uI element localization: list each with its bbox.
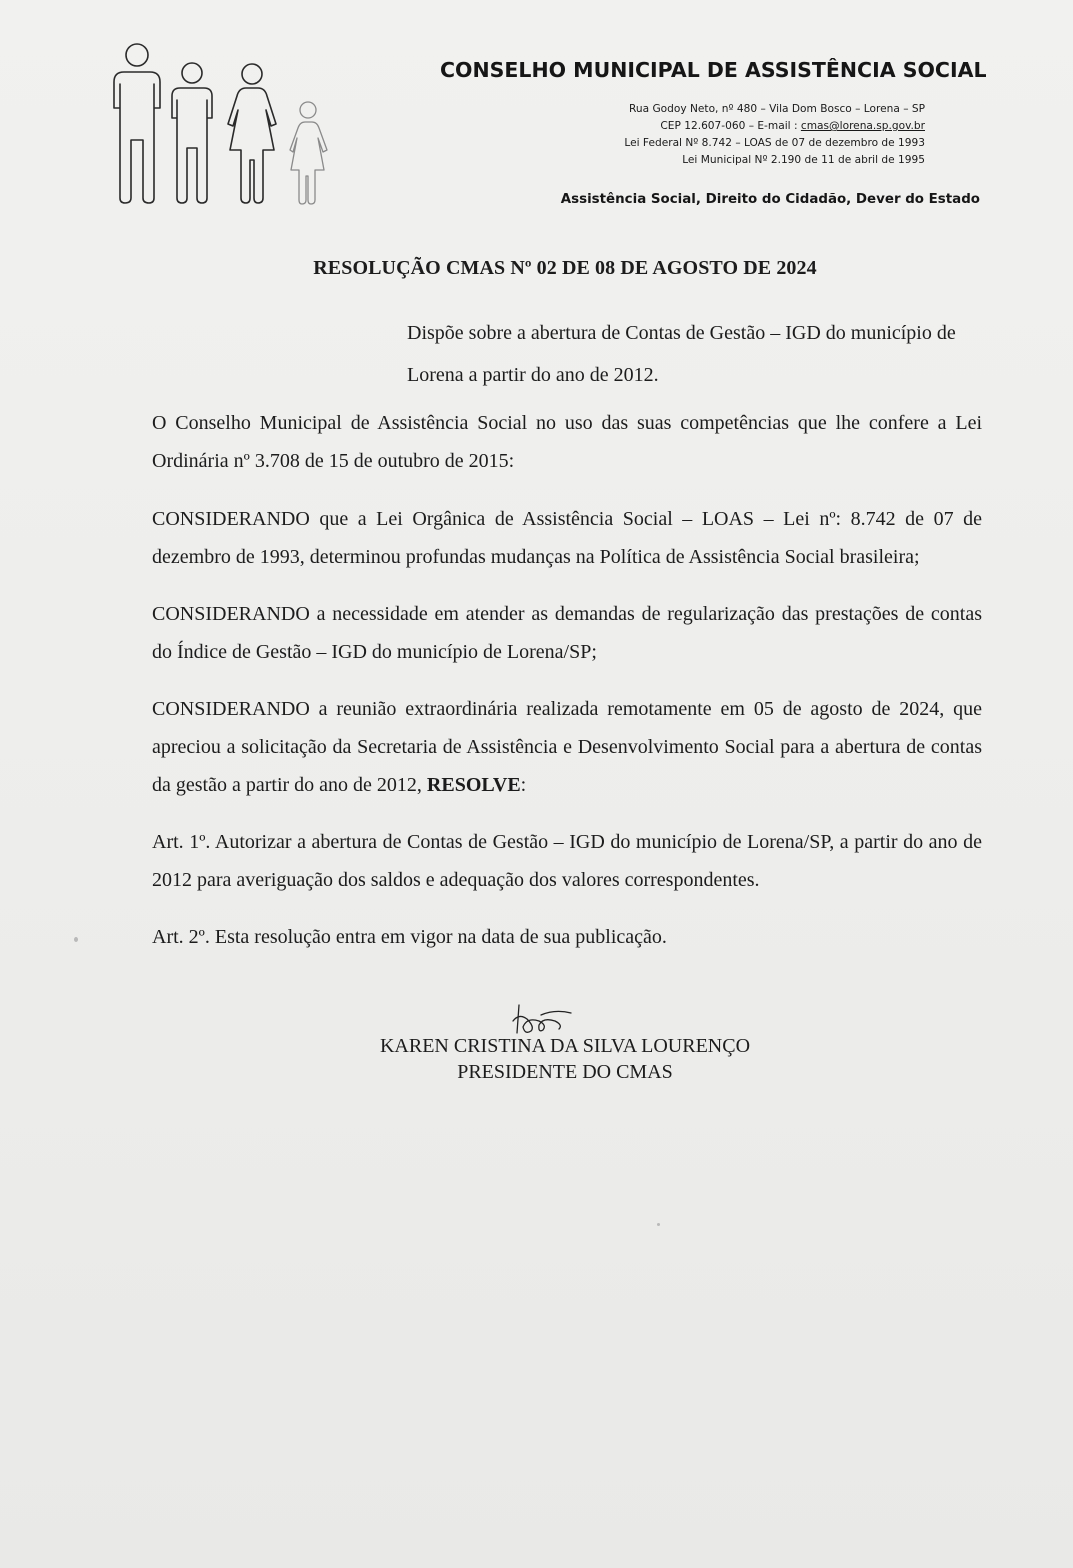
signatory-role: PRESIDENTE DO CMAS <box>457 1061 673 1083</box>
paper-speck <box>657 1223 660 1226</box>
article-2: Art. 2º. Esta resolução entra em vigor na data de sua publicação. <box>152 926 667 948</box>
considerando-paragraph-1: CONSIDERANDO que a Lei Orgânica de Assistência Social – LOAS – Lei nº: 8.742 de 07 de dezembro de 1993, determinou profundas mudanças na Política de Assistência Social brasileira; <box>152 508 982 568</box>
municipal-law-line: Lei Municipal Nº 2.190 de 11 de abril de 1995 <box>682 154 925 166</box>
preamble-paragraph: O Conselho Municipal de Assistência Social no uso das suas competências que lhe confere a Lei Ordinária nº 3.708 de 15 de outubro de 2015: <box>152 412 982 472</box>
cep-email-line <box>520 118 925 135</box>
paper-speck <box>74 937 78 942</box>
slogan: Assistência Social, Direito do Cidadão, Dever do Estado <box>560 192 980 207</box>
resolve-colon: : <box>520 774 527 796</box>
resolve-keyword: RESOLVE <box>426 774 521 796</box>
resolution-title: RESOLUÇÃO CMAS Nº 02 DE 08 DE AGOSTO DE 2024 <box>313 257 817 279</box>
organization-name: CONSELHO MUNICIPAL DE ASSISTÊNCIA SOCIAL <box>440 58 987 82</box>
considerando-3-text: CONSIDERANDO a reunião extraordinária realizada remotamente em 05 de agosto de 2024, que apreciou a solicitação da Secretaria de Assistência e Desenvolvimento Social para a abertura de contas da gestão a partir do ano de 2012, <box>152 698 982 796</box>
signatory-name: KAREN CRISTINA DA SILVA LOURENÇO <box>379 1035 751 1057</box>
considerando-paragraph-3 <box>152 690 982 804</box>
article-1: Art. 1º. Autorizar a abertura de Contas de Gestão – IGD do município de Lorena/SP, a partir do ano de 2012 para averiguação dos saldos e adequação dos valores correspondentes. <box>152 831 982 891</box>
family-figures-icon <box>100 40 340 210</box>
header-contact-block <box>520 101 925 169</box>
email-link[interactable]: cmas@lorena.sp.gov.br <box>800 120 925 132</box>
handwritten-signature <box>505 1003 580 1037</box>
considerando-paragraph-2: CONSIDERANDO a necessidade em atender as demandas de regularização das prestações de contas do Índice de Gestão – IGD do município de Lorena/SP; <box>152 603 982 663</box>
cep-text: CEP 12.607-060 – E-mail : <box>660 120 801 132</box>
address-line: Rua Godoy Neto, nº 480 – Vila Dom Bosco – Lorena – SP <box>628 103 925 115</box>
federal-law-line: Lei Federal Nº 8.742 – LOAS de 07 de dezembro de 1993 <box>624 137 925 149</box>
resolution-ementa: Dispõe sobre a abertura de Contas de Gestão – IGD do município de Lorena a partir do ano de 2012. <box>407 322 956 386</box>
